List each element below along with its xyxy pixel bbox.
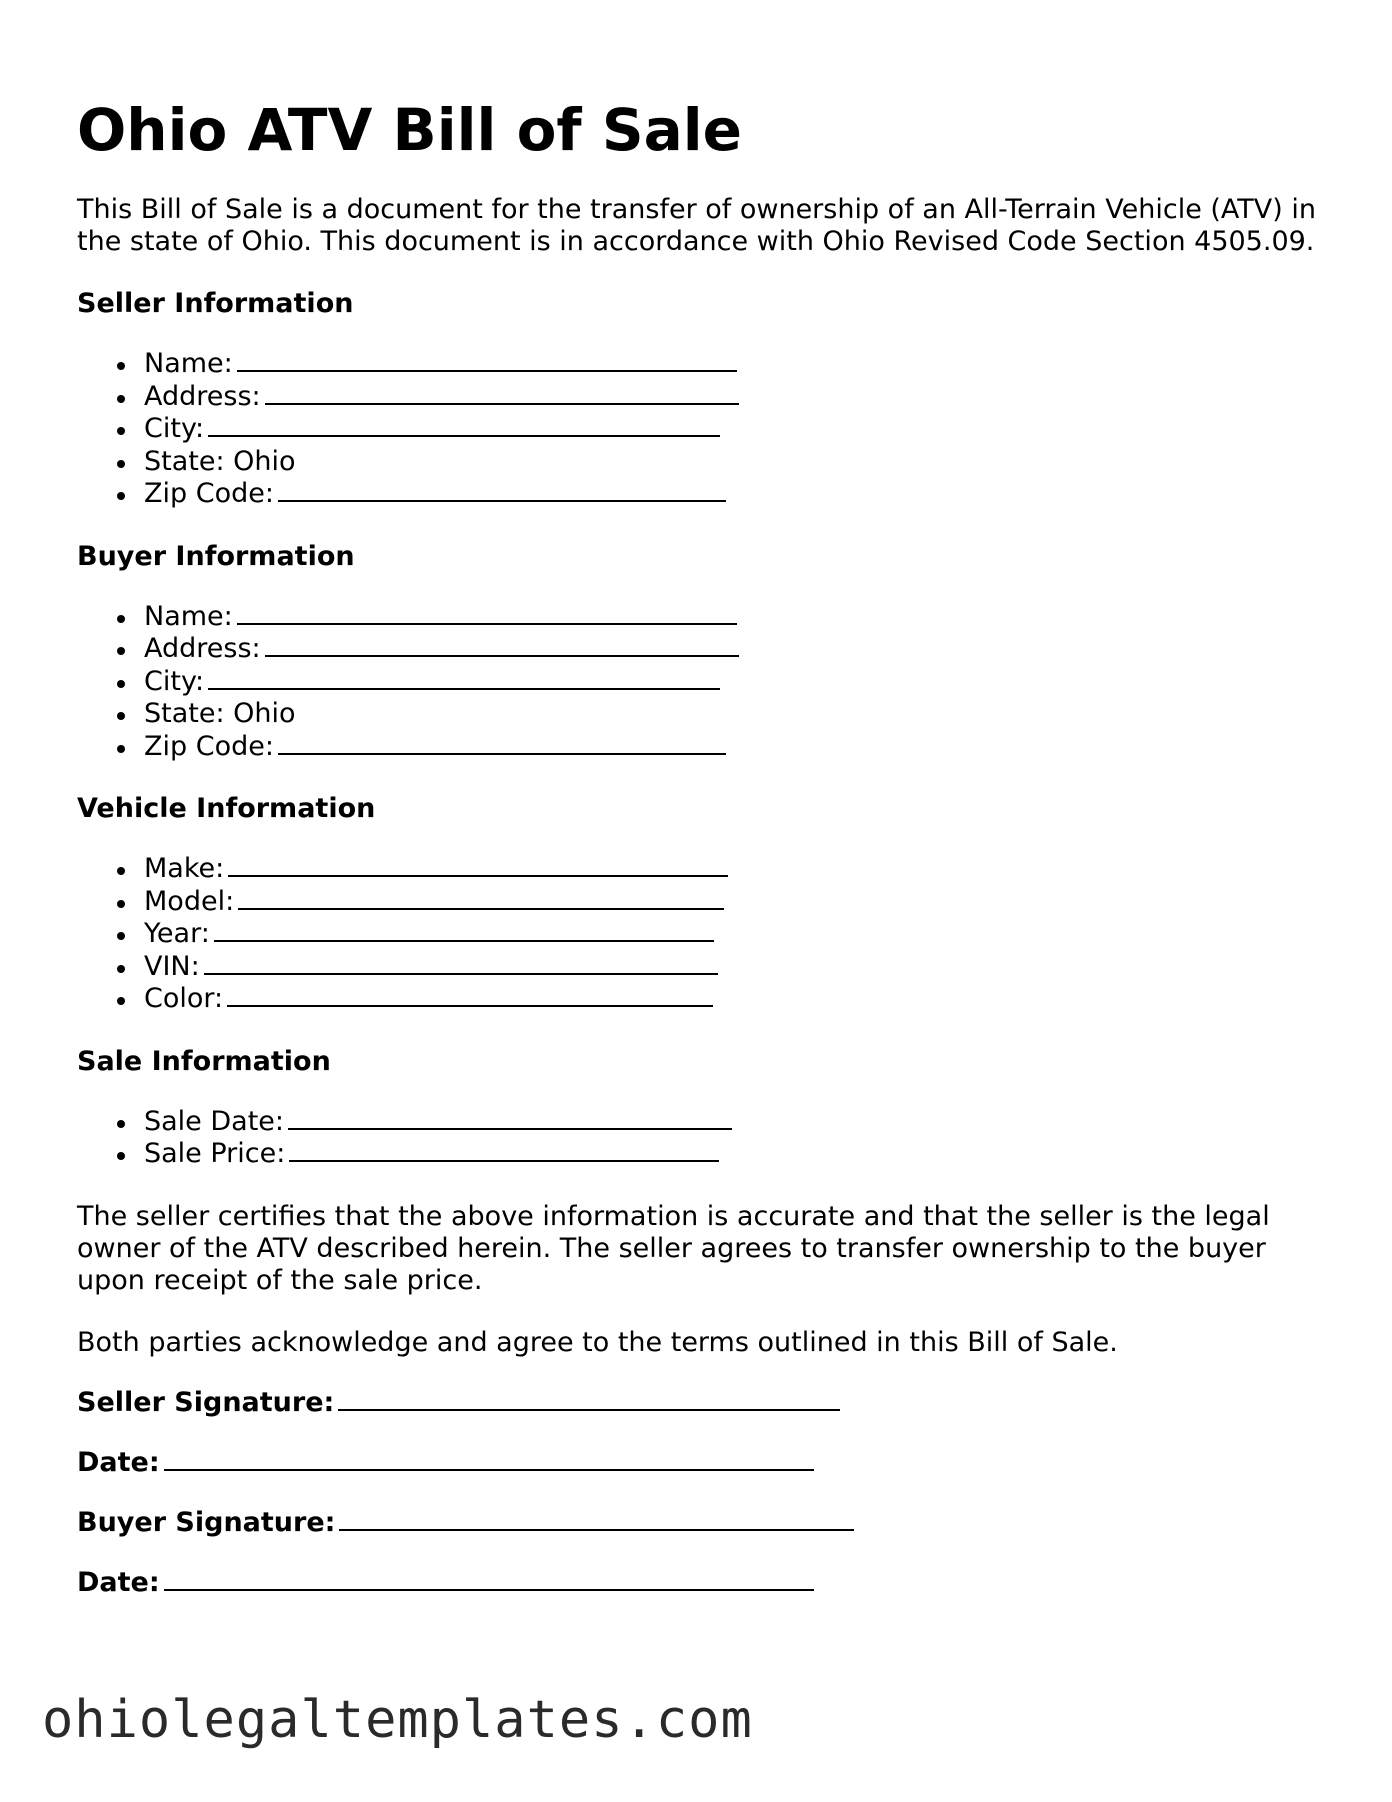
buyer-state-field: State: Ohio <box>144 698 1327 731</box>
buyer-date-blank[interactable] <box>164 1569 814 1591</box>
seller-date-blank[interactable] <box>164 1449 814 1471</box>
sale-date-blank[interactable] <box>288 1108 732 1130</box>
seller-address-field[interactable]: Address: <box>144 381 1327 414</box>
seller-name-blank[interactable] <box>237 350 737 372</box>
certification-paragraph: The seller certifies that the above information is accurate and that the seller is the legal owner of the ATV described herein. The seller agrees to transfer ownership to the buyer upon receipt of the sale price. <box>77 1200 1270 1296</box>
buyer-zip-blank[interactable] <box>278 733 726 755</box>
buyer-name-blank[interactable] <box>237 603 737 625</box>
buyer-address-blank[interactable] <box>265 635 739 657</box>
intro-paragraph: This Bill of Sale is a document for the transfer of ownership of an All-Terrain Vehicle (ATV) in the state of Ohio. This document is in accordance with Ohio Revised Code Section 4505.09. <box>77 194 1316 257</box>
vehicle-color-blank[interactable] <box>227 985 713 1007</box>
seller-date-line[interactable]: Date: <box>77 1447 1327 1479</box>
buyer-fields <box>77 601 1327 764</box>
sale-date-field[interactable]: Sale Date: <box>144 1106 1327 1139</box>
buyer-heading: Buyer Information <box>77 540 355 572</box>
vehicle-color-field[interactable]: Color: <box>144 983 1327 1016</box>
seller-name-field[interactable]: Name: <box>144 348 1327 381</box>
vehicle-model-field[interactable]: Model: <box>144 886 1327 919</box>
page-title: Ohio ATV Bill of Sale <box>77 96 742 164</box>
seller-signature-blank[interactable] <box>338 1389 840 1411</box>
seller-zip-field[interactable]: Zip Code: <box>144 478 1327 511</box>
vehicle-model-blank[interactable] <box>238 888 724 910</box>
seller-zip-blank[interactable] <box>278 480 726 502</box>
vehicle-year-blank[interactable] <box>214 920 714 942</box>
vehicle-make-field[interactable]: Make: <box>144 853 1327 886</box>
sale-price-field[interactable]: Sale Price: <box>144 1138 1327 1171</box>
seller-heading: Seller Information <box>77 288 354 319</box>
buyer-name-field[interactable]: Name: <box>144 601 1327 634</box>
buyer-signature-blank[interactable] <box>339 1509 854 1531</box>
seller-city-field[interactable]: City: <box>144 413 1327 446</box>
buyer-city-blank[interactable] <box>208 668 720 690</box>
seller-address-blank[interactable] <box>265 383 739 405</box>
buyer-date-line[interactable]: Date: <box>77 1567 1327 1599</box>
seller-city-blank[interactable] <box>208 415 720 437</box>
buyer-signature-line[interactable]: Buyer Signature: <box>77 1507 1327 1539</box>
vehicle-vin-field[interactable]: VIN: <box>144 951 1327 984</box>
buyer-city-field[interactable]: City: <box>144 666 1327 699</box>
seller-state-field: State: Ohio <box>144 446 1327 479</box>
watermark: ohiolegaltemplates.com <box>42 1690 753 1750</box>
sale-heading: Sale Information <box>77 1045 331 1077</box>
vehicle-heading: Vehicle Information <box>77 793 376 824</box>
acknowledgement-paragraph: Both parties acknowledge and agree to the terms outlined in this Bill of Sale. <box>77 1326 1118 1358</box>
vehicle-vin-blank[interactable] <box>204 953 718 975</box>
buyer-zip-field[interactable]: Zip Code: <box>144 731 1327 764</box>
vehicle-make-blank[interactable] <box>228 855 728 877</box>
document-page <box>77 94 1327 1599</box>
vehicle-year-field[interactable]: Year: <box>144 918 1327 951</box>
vehicle-fields <box>77 853 1327 1016</box>
buyer-address-field[interactable]: Address: <box>144 633 1327 666</box>
seller-signature-line[interactable]: Seller Signature: <box>77 1387 1327 1419</box>
sale-fields <box>77 1106 1327 1171</box>
sale-price-blank[interactable] <box>289 1140 719 1162</box>
seller-fields <box>77 348 1327 511</box>
